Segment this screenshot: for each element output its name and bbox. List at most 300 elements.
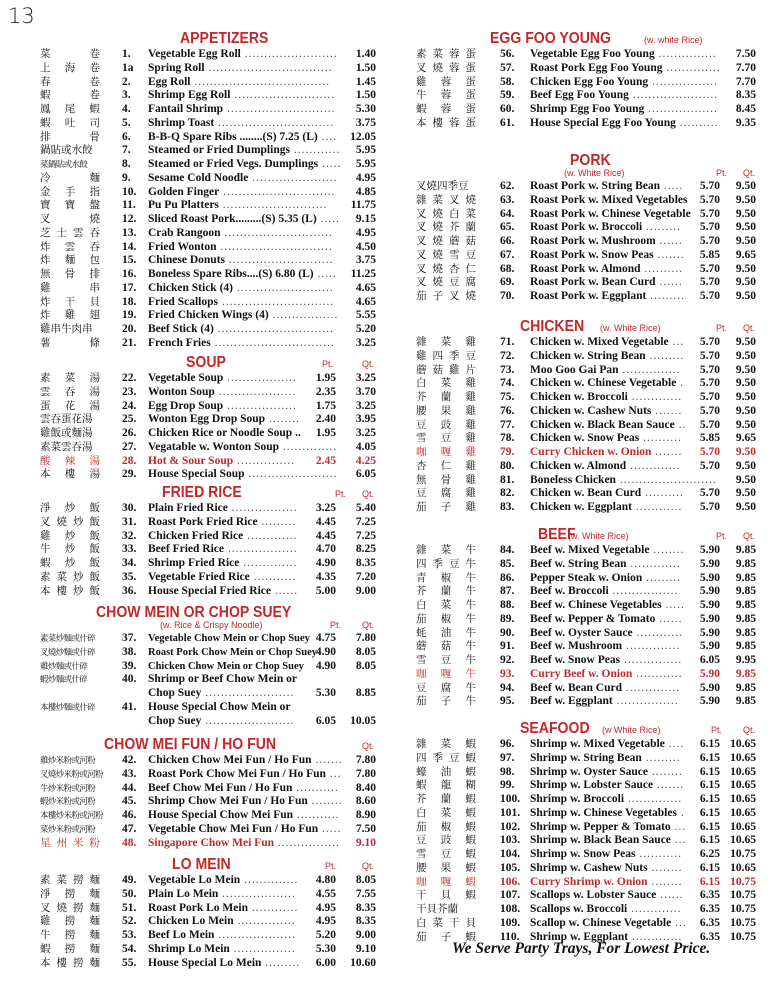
chinese-name: 芥 蘭 雞 [416,391,476,403]
quart-price: 4.85 [355,185,376,198]
item-name [530,682,680,696]
qt-column-label: Qt. [362,489,375,499]
pint-price: 6.35 [699,916,720,929]
chinese-name: 叉 燒 蘑 菇 [416,235,476,247]
item-name [148,400,297,414]
menu-item [40,296,376,310]
leader-dots: ....................... [201,687,295,699]
leader-dots: ............ [632,626,684,639]
section-note: (w. White Rice) [568,531,629,541]
item-name-text: House Special Egg Foo Young [530,116,676,129]
section-note: (w. White Rice) [600,323,661,333]
item-name-text: Chicken Chow Mein or Chop Suey [148,660,304,672]
quart-price: 9.50 [735,221,756,234]
quart-price: 4.05 [355,440,376,453]
chinese-name: 叉 燒 [40,213,100,225]
pint-price: 5.70 [699,193,720,206]
pint-price: 5.90 [699,557,720,570]
chinese-name: 本樓炒米粉或河粉 [40,810,103,820]
pint-price: 6.15 [699,806,720,819]
item-name-text: Shrimp Egg Roll [148,89,231,102]
quart-price: 9.50 [735,377,756,390]
item-number: 37. [122,632,137,644]
leader-dots: ................................ [204,61,333,74]
menu-item [40,386,376,400]
item-number: 13. [122,226,137,239]
quart-price: 9.10 [355,836,376,849]
chinese-name: 叉 燒 杏 仁 [416,262,476,275]
item-number: 95. [500,695,515,708]
menu-item [40,502,376,516]
quart-price: 11.75 [350,199,376,212]
qt-column-label: Qt. [743,531,756,541]
item-number: 86. [500,571,515,584]
item-name [148,673,297,687]
item-number: 59. [500,89,515,102]
item-name-text: Roast Pork Fried Rice [148,515,258,528]
quart-price: 10.65 [730,738,756,750]
pint-price: 5.70 [699,404,720,417]
item-number: 24. [122,399,137,412]
footer-tagline: We Serve Party Trays, For Lowest Price. [452,940,711,957]
chinese-name: 雲吞蛋花湯 [40,413,93,426]
quart-price: 3.25 [355,372,376,384]
chinese-name: 蘑 菇 雞 片 [416,363,476,376]
chinese-name: 茄 子 牛 [416,695,476,708]
item-name-text: Shrimp w. String Bean [530,751,642,764]
menu-section-chow-mei-fun [40,736,376,850]
menu-item [416,766,756,780]
item-number: 43. [122,767,137,780]
menu-item [416,48,756,62]
menu-item [40,186,376,200]
menu-item [416,807,756,821]
leader-dots: ............ [631,501,683,513]
item-number: 94. [500,681,515,694]
item-name-text: Chicken w. Almond [530,459,627,472]
pint-price: 5.90 [699,544,720,556]
quart-price: 7.80 [355,754,376,766]
pint-price: 5.00 [315,584,336,597]
quart-price: 9.00 [355,929,376,941]
quart-price: 4.65 [355,295,376,308]
item-name-text: Singapore Chow Mei Fun [148,836,274,849]
item-name [530,889,683,903]
menu-section-fried-rice [40,484,376,598]
item-number: 91. [500,640,515,653]
leader-dots: ........ [649,544,685,556]
item-name-text: Roast Pork w. Bean Curd [530,276,656,289]
quart-price: 6.05 [355,468,376,481]
pint-price: 5.70 [699,349,720,362]
item-name [530,752,681,766]
menu-section-beef [416,526,756,709]
item-name [530,290,685,304]
pint-price: 5.90 [699,695,720,708]
item-name [148,701,290,715]
chinese-name: 茄 子 蝦 [416,930,476,943]
chinese-name: 茄 椒 蝦 [416,820,476,833]
chinese-name: 蝦炒麵或什碎 [40,674,88,685]
menu-item [40,632,376,646]
item-number: 8. [122,158,131,170]
quart-price: 8.35 [355,557,376,569]
quart-price: 8.35 [735,89,756,102]
section-title: EGG FOO YOUNG [490,30,611,47]
item-number: 33. [122,543,137,556]
qt-column-label: Qt. [362,861,375,871]
menu-section-egg-foo-young [416,30,756,131]
item-name-text: Hot & Sour Soup [148,454,234,467]
quart-price: 5.55 [355,309,376,322]
section-title: LO MEIN [172,856,231,873]
item-number: 82. [500,487,515,500]
item-name [148,158,341,172]
item-name-text: Scallops w. Lobster Sauce [530,889,657,902]
item-number: 36. [122,584,137,597]
pint-price: 5.70 [699,180,720,192]
item-number: 107. [500,889,521,902]
chinese-name: 酸 辣 湯 [40,454,100,467]
leader-dots: ... [670,834,687,847]
quart-price: 3.70 [355,385,376,398]
menu-item [40,103,376,117]
item-name [148,413,300,427]
menu-section-chow-mein [40,604,376,728]
item-name [148,227,333,241]
menu-item [416,290,756,304]
item-name [530,48,717,62]
item-number: 49. [122,874,137,886]
quart-price: 10.05 [350,714,376,727]
leader-dots: ............................ [223,103,336,115]
pt-column-label: Pt. [716,531,728,541]
chinese-name: 雞 四 季 豆 [416,349,476,362]
item-name-text: House Special Soup [148,468,245,481]
chinese-name: 牛 撈 麵 [40,929,100,941]
leader-dots: ............... [233,454,296,467]
menu-item [416,89,756,103]
pint-price: 4.90 [315,645,336,658]
item-name-text: Scallop w. Chinese Vegetable [530,916,672,929]
item-name [530,766,683,780]
pint-price: 1.95 [315,427,336,439]
quart-price: 9.85 [735,544,756,556]
item-number: 3. [122,89,131,102]
leader-dots: . [676,377,685,390]
leader-dots: ................ [229,942,296,955]
quart-price: 10.65 [730,806,756,819]
quart-price: 4.65 [355,281,376,294]
chinese-name: 芥 蘭 牛 [416,585,476,598]
item-name-text: Chicken w. Mixed Vegetable [530,336,669,348]
section-header [416,30,756,48]
quart-price: 8.05 [355,659,376,672]
item-number: 81. [500,473,515,486]
chinese-name: 叉 燒 撈 麵 [40,901,100,914]
item-name-text: French Fries [148,336,211,349]
chinese-name: 本 樓 炒 飯 [40,584,100,597]
item-name-text: Beef Lo Mein [148,929,215,941]
pt-column-label: Pt. [325,861,337,871]
item-name-text: Shrimp w. Oyster Sauce [530,765,648,778]
item-name-text: Chicken w. Eggplant [530,501,632,513]
item-name [148,687,294,701]
leader-dots: .................. [223,399,297,412]
item-name-text: Chicken Lo Mein [148,915,234,928]
chinese-name: 寶 寶 盤 [40,199,100,212]
item-name [530,377,684,391]
leader-dots: ............................... [210,336,335,349]
item-number: 47. [122,822,137,835]
quart-price: 9.85 [735,640,756,653]
item-name [530,695,679,709]
item-name-text: Chicken Fried Rice [148,529,244,542]
item-name-text: Fried Chicken Wings (4) [148,309,269,322]
page-number: 13 [8,4,35,28]
item-name-text: Fried Scallops [148,295,218,308]
item-name-text: Chicken w. Cashew Nuts [530,404,652,417]
item-name [530,821,686,835]
item-number: 87. [500,585,515,598]
item-name [530,627,683,641]
chinese-name: 叉 燒 豆 腐 [416,276,476,289]
item-name [148,632,310,646]
item-number: 77. [500,418,515,431]
item-name-text: Shrimp w. Broccoli [530,793,625,805]
quart-price: 1.50 [355,89,376,102]
menu-item [416,103,756,117]
item-name [148,186,336,200]
chinese-name: 牛 炒 飯 [40,543,100,556]
quart-price: 5.95 [355,144,376,157]
item-name [148,782,339,796]
quart-price: 4.25 [355,454,376,467]
quart-price: 3.75 [355,254,376,267]
menu-section-soup [40,354,376,482]
quart-price: 7.25 [355,529,376,542]
item-number: 44. [122,781,137,794]
leader-dots: .......... [641,487,684,500]
chinese-name: 蝦 撈 麵 [40,942,100,955]
pint-price: 6.15 [699,751,720,764]
item-name-text: House Special Lo Mein [148,956,262,969]
menu-section-seafood [416,720,756,944]
leader-dots: ....... [651,404,683,417]
quart-price: 9.50 [735,193,756,206]
menu-item [40,468,376,482]
chinese-name: 雞炒麵或什碎 [40,660,88,671]
item-name-text: Shrimp w. Chinese Vegetables [530,806,677,819]
menu-section-chicken [416,318,756,515]
menu-item [416,336,756,350]
leader-dots: ........... [293,809,340,821]
menu-item [416,695,756,709]
item-number: 67. [500,248,515,261]
pint-price: 6.00 [315,956,336,969]
menu-item [416,377,756,391]
quart-price: 8.45 [735,103,756,115]
item-name [148,268,337,282]
leader-dots: ...... [655,235,683,247]
section-header [40,736,376,754]
leader-dots: ............... [654,48,717,60]
item-name [148,323,334,337]
menu-item [40,660,376,674]
leader-dots: .............. [239,557,298,569]
chinese-name: 腰 果 雞 [416,404,476,417]
menu-item [416,738,756,752]
menu-item [40,372,376,386]
leader-dots: ... [325,767,342,780]
item-number: 102. [500,820,521,833]
quart-price: 9.95 [735,654,756,666]
pint-price: 6.15 [699,738,720,750]
quart-price: 7.80 [355,767,376,780]
item-name-text: Chicken Egg Foo Young [530,75,649,88]
chinese-name: 素 菜 炒 飯 [40,570,100,583]
item-name-text: Beef w. Chinese Vegetables [530,599,662,611]
menu-item [416,235,756,249]
chinese-name: 叉燒四季豆 [416,180,469,192]
item-name [530,654,682,668]
item-name [148,89,335,103]
item-number: 23. [122,385,137,398]
item-name [530,446,682,460]
quart-price: 9.50 [735,336,756,348]
item-name-text: Shrimp Chow Mei Fun / Ho Fun [148,795,308,808]
menu-item [40,62,376,76]
menu-item [40,768,376,782]
item-name [148,929,296,943]
chinese-name: 蝦 炒 飯 [40,557,100,569]
chinese-name: 叉 燒 芥 蘭 [416,221,476,234]
leader-dots: ...... [270,584,299,597]
item-name-text: Shrimp Toast [148,116,215,129]
chinese-name: 雜 菜 叉 燒 [416,193,476,206]
item-name-text: Vegatable w. Wonton Soup [148,440,280,453]
menu-item [416,391,756,405]
item-name-text: Beef w. Snow Peas [530,654,621,666]
leader-dots: ............... [618,363,681,376]
item-name [148,337,335,351]
item-number: 32. [122,529,137,542]
menu-item [40,441,376,455]
item-name-text: Egg Drop Soup [148,399,224,412]
item-name-text: Beef Chow Mei Fun / Ho Fun [148,781,293,794]
leader-dots: ..... [660,180,684,192]
item-name-text: Chicken w. Bean Curd [530,487,642,500]
item-name-text: Chicken w. Snow Peas [530,432,640,445]
item-number: 61. [500,116,515,129]
item-number: 85. [500,557,515,570]
section-header [416,720,756,738]
leader-dots: .... [317,130,338,143]
chinese-name: 蝦 蓉 蛋 [416,103,476,115]
item-name-text: Pu Pu Platters [148,199,219,212]
quart-price: 9.00 [355,584,376,597]
chinese-name: 冷 麵 [40,171,100,184]
menu-item [40,268,376,282]
item-name-text: Vegetable Egg Roll [148,48,241,60]
item-number: 50. [122,887,137,900]
menu-item [416,668,756,682]
chinese-name: 蝦 龍 糊 [416,779,476,792]
item-number: 10. [122,185,137,198]
item-name [148,571,296,585]
quart-price: 10.75 [730,916,756,929]
item-number: 97. [500,751,515,764]
chinese-name: 炸 雞 翅 [40,309,100,322]
chinese-name: 叉 燒 白 菜 [416,207,476,220]
quart-price: 3.75 [355,116,376,129]
item-name-text: Spring Roll [148,61,205,74]
item-name-text: Roast Pork w. String Bean [530,180,661,192]
item-number: 84. [500,544,515,556]
quart-price: 5.40 [355,502,376,514]
item-name-text: Shrimp Fried Rice [148,557,240,569]
pint-price: 5.90 [699,681,720,694]
menu-item [416,752,756,766]
chinese-name: 炸 麵 包 [40,254,100,267]
leader-dots: ................. [268,309,339,322]
chinese-name: 菜 卷 [40,48,100,60]
item-name [530,544,684,558]
leader-dots: ... [670,820,687,833]
menu-item [40,874,376,888]
item-name-text: Roast Pork Lo Mein [148,901,248,914]
item-name-text: Vegetable Lo Mein [148,874,241,886]
leader-dots: .............................. [213,323,334,335]
pint-price: 5.90 [699,667,720,680]
item-name [148,427,301,441]
item-name [530,89,718,103]
quart-price: 9.65 [735,248,756,261]
chinese-name: 菜炒米粉或河粉 [40,823,96,834]
section-header [40,30,376,48]
quart-price: 9.50 [735,487,756,500]
item-name [148,282,334,296]
quart-price: 8.05 [355,645,376,658]
menu-item [40,144,376,158]
item-name [148,888,296,902]
pint-price: 5.70 [699,501,720,513]
quart-price: 9.50 [735,473,756,486]
item-name [530,208,691,222]
item-name [148,117,334,131]
pint-price: 3.25 [315,502,336,514]
item-name-text: B-B-Q Spare Ribs ........(S) 7.25 (L) [148,130,318,143]
menu-item [40,957,376,971]
item-name [530,876,682,890]
item-name [530,558,681,572]
item-name [530,180,683,194]
item-number: 73. [500,363,515,376]
menu-item [416,364,756,378]
pint-price: 4.90 [315,557,336,569]
item-name [148,372,297,386]
item-name [530,391,682,405]
leader-dots: .................... [214,385,297,398]
item-number: 89. [500,612,515,625]
menu-item [416,276,756,290]
item-number: 35. [122,570,137,583]
chinese-name: 無 骨 雞 [416,473,476,486]
item-name [148,103,335,117]
item-name-text: Chicken w. Black Bean Sauce [530,418,675,431]
item-number: 64. [500,207,515,220]
menu-item [40,943,376,957]
